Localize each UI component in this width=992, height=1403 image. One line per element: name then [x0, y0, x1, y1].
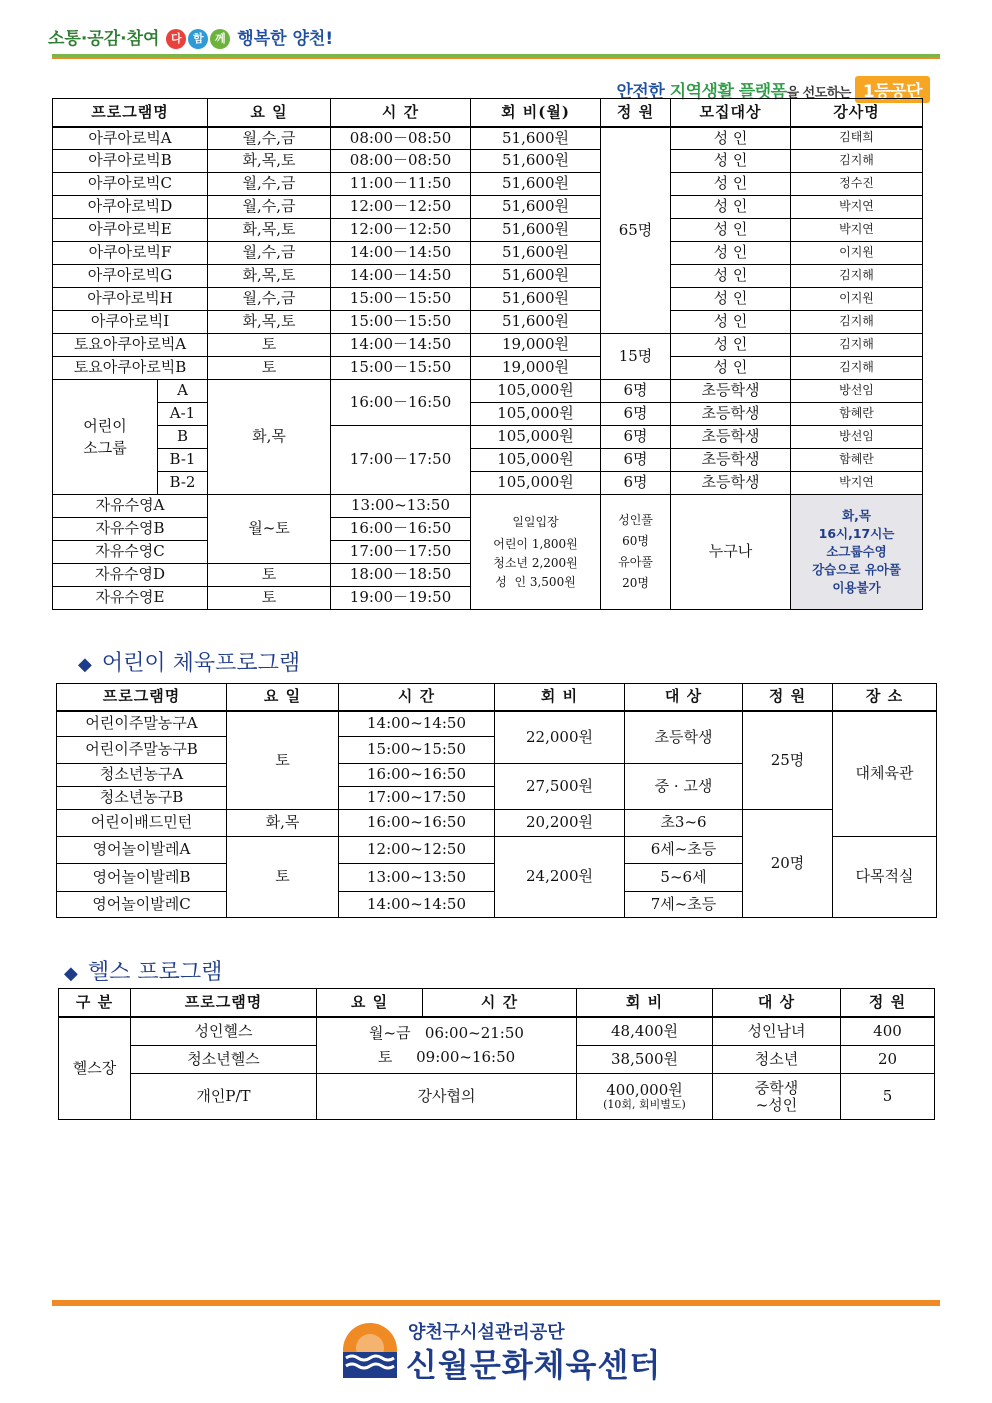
- program-teacher: 김지해: [791, 311, 923, 334]
- kids-target: 초등학생: [671, 426, 791, 449]
- free-swim-time: 19:00－19:50: [331, 587, 471, 610]
- program-target: 성 인: [671, 242, 791, 265]
- col-header: 대 상: [713, 989, 841, 1017]
- program-name: 토요아쿠아로빅B: [53, 357, 208, 380]
- table-row: [53, 127, 923, 150]
- col-header: 요 일: [317, 989, 423, 1017]
- table-row: [59, 1074, 935, 1120]
- col-header: 정 원: [743, 684, 833, 711]
- kids-target: 초등학생: [671, 449, 791, 472]
- program-name: 토요아쿠아로빅A: [53, 334, 208, 357]
- program-target: 성 인: [671, 357, 791, 380]
- program-teacher: 박지연: [791, 196, 923, 219]
- program-day: 월,수,금: [208, 196, 331, 219]
- kids-target: 초등학생: [671, 403, 791, 426]
- program-time: 11:00－11:50: [331, 173, 471, 196]
- program-name: 개인P/T: [131, 1074, 317, 1120]
- program-teacher: 김지해: [791, 265, 923, 288]
- kids-teacher: 박지연: [791, 472, 923, 495]
- slogan-badge-3: 께: [210, 29, 230, 49]
- program-day: 토: [208, 334, 331, 357]
- program-capacity: 20명: [743, 810, 833, 918]
- program-target: 5~6세: [625, 864, 743, 892]
- header-slogan: [48, 24, 333, 49]
- note-line: 16시,17시는: [818, 525, 895, 541]
- program-day: 월,수,금: [208, 173, 331, 196]
- kids-capacity: 6명: [601, 449, 671, 472]
- program-fee: 20,200원: [495, 810, 625, 837]
- program-name: 아쿠아로빅B: [53, 150, 208, 173]
- free-cap-line: 20명: [622, 576, 649, 590]
- table-row: [53, 196, 923, 219]
- program-place: 다목적실: [833, 837, 937, 918]
- free-swim-name: 자유수영B: [53, 518, 208, 541]
- program-day: 토: [227, 711, 339, 810]
- free-swim-name: 자유수영C: [53, 541, 208, 564]
- program-fee: 51,600원: [471, 219, 601, 242]
- free-fee-line: 성 인 3,500원: [495, 574, 576, 589]
- program-teacher: 김지해: [791, 357, 923, 380]
- col-header: 강사명: [791, 99, 923, 127]
- table-row: [53, 173, 923, 196]
- program-fee: 19,000원: [471, 357, 601, 380]
- program-name: 아쿠아로빅I: [53, 311, 208, 334]
- program-teacher: 이지원: [791, 242, 923, 265]
- program-teacher: 정수진: [791, 173, 923, 196]
- free-fee-line: 일일입장: [512, 514, 559, 529]
- program-target: 중학생 ~성인: [713, 1074, 841, 1120]
- program-target: 성인남녀: [713, 1017, 841, 1046]
- program-target: 성 인: [671, 173, 791, 196]
- free-swim-time: 18:00－18:50: [331, 564, 471, 587]
- program-target: 성 인: [671, 265, 791, 288]
- col-header: 시 간: [339, 684, 495, 711]
- table-row: [53, 403, 923, 426]
- kids-sub-name: B: [158, 426, 208, 449]
- table-row: [53, 242, 923, 265]
- free-fee-line: 어린이 1,800원: [493, 537, 578, 552]
- sun-wave-logo-icon: [342, 1322, 398, 1378]
- table-row: [53, 449, 923, 472]
- kids-day: 화,목: [208, 380, 331, 495]
- table-row: [53, 288, 923, 311]
- program-name: 영어놀이발레A: [57, 837, 227, 864]
- program-name: 영어놀이발레B: [57, 864, 227, 892]
- kids-sports-header-row: [57, 684, 937, 711]
- program-fee: 24,200원: [495, 837, 625, 918]
- kids-teacher: 방선임: [791, 426, 923, 449]
- program-name: 아쿠아로빅E: [53, 219, 208, 242]
- free-fee-line: 청소년 2,200원: [493, 556, 578, 570]
- program-target: 성 인: [671, 288, 791, 311]
- program-time: 14:00－14:50: [331, 334, 471, 357]
- program-time: 15:00~15:50: [339, 737, 495, 764]
- program-fee: 27,500원: [495, 764, 625, 810]
- kids-teacher: 함혜란: [791, 403, 923, 426]
- health-schedule: [317, 1017, 577, 1074]
- program-fee: 51,600원: [471, 150, 601, 173]
- tagline-a: 안전한: [616, 82, 670, 102]
- program-day: 월,수,금: [208, 242, 331, 265]
- program-time: 12:00~12:50: [339, 837, 495, 864]
- program-capacity: 400: [841, 1017, 935, 1046]
- program-name: 청소년농구B: [57, 787, 227, 810]
- note-line: 이용불가: [832, 580, 881, 596]
- program-day: 화,목,토: [208, 150, 331, 173]
- col-header: 정 원: [841, 989, 935, 1017]
- free-swim-time: 13:00~13:50: [331, 495, 471, 518]
- col-header: 시 간: [423, 989, 577, 1017]
- program-time: 08:00－08:50: [331, 150, 471, 173]
- section-title-text: 어린이 체육프로그램: [101, 651, 301, 676]
- col-header: 장 소: [833, 684, 937, 711]
- free-swim-fee: [471, 495, 601, 610]
- slogan-badge-1: 다: [166, 29, 186, 49]
- program-target: 성 인: [671, 150, 791, 173]
- program-day: 화,목: [227, 810, 339, 837]
- table-row: [53, 357, 923, 380]
- section-title-health: [64, 955, 222, 986]
- table-row: [53, 150, 923, 173]
- slogan-part1: 소통·공감·참여: [48, 29, 160, 49]
- free-swim-day: 토: [208, 587, 331, 610]
- program-target: 성 인: [671, 127, 791, 150]
- program-teacher: 박지연: [791, 219, 923, 242]
- program-teacher: 김지해: [791, 334, 923, 357]
- program-fee: 51,600원: [471, 196, 601, 219]
- program-fee: 51,600원: [471, 173, 601, 196]
- program-teacher: 이지원: [791, 288, 923, 311]
- schedule-line: 월~금 06:00~21:50: [369, 1024, 524, 1043]
- program-name: 청소년헬스: [131, 1046, 317, 1074]
- program-name: 어린이배드민턴: [57, 810, 227, 837]
- kids-fee: 105,000원: [471, 449, 601, 472]
- program-schedule: 강사협의: [317, 1074, 577, 1120]
- col-header: 시 간: [331, 99, 471, 127]
- program-time: 12:00－12:50: [331, 196, 471, 219]
- program-day: 월,수,금: [208, 288, 331, 311]
- free-swim-capacity: [601, 495, 671, 610]
- schedule-line: 토 09:00~16:50: [377, 1048, 516, 1067]
- diamond-icon: ◆: [78, 654, 92, 675]
- col-header: 프로그램명: [131, 989, 317, 1017]
- free-cap-line: 60명: [622, 534, 649, 548]
- health-header-row: [59, 989, 935, 1017]
- program-time: 08:00－08:50: [331, 127, 471, 150]
- program-day: 화,목,토: [208, 311, 331, 334]
- header-rule-orange: [52, 57, 940, 59]
- program-time: 14:00－14:50: [331, 265, 471, 288]
- swim-program-table: [52, 98, 923, 610]
- program-name: 아쿠아로빅H: [53, 288, 208, 311]
- free-swim-name: 자유수영E: [53, 587, 208, 610]
- col-header: 회 비: [495, 684, 625, 711]
- col-header: 대 상: [625, 684, 743, 711]
- note-line: 소그룹수영: [826, 543, 887, 559]
- kids-fee: 105,000원: [471, 426, 601, 449]
- program-fee: 51,600원: [471, 311, 601, 334]
- program-time: 15:00－15:50: [331, 311, 471, 334]
- free-swim-time: 16:00－16:50: [331, 518, 471, 541]
- kids-sub-name: A-1: [158, 403, 208, 426]
- program-capacity: 15명: [601, 334, 671, 380]
- free-swim-name: 자유수영D: [53, 564, 208, 587]
- program-name: 성인헬스: [131, 1017, 317, 1046]
- kids-target: 초등학생: [671, 380, 791, 403]
- health-program-table: [58, 988, 935, 1120]
- table-row: [53, 311, 923, 334]
- col-header: 모집대상: [671, 99, 791, 127]
- program-target: 성 인: [671, 196, 791, 219]
- free-cap-line: 성인풀: [618, 513, 653, 527]
- program-time: 16:00~16:50: [339, 810, 495, 837]
- col-header: 프로그램명: [53, 99, 208, 127]
- kids-capacity: 6명: [601, 380, 671, 403]
- kids-fee: 105,000원: [471, 472, 601, 495]
- program-fee: 51,600원: [471, 288, 601, 311]
- program-capacity: 65명: [601, 127, 671, 334]
- program-fee: 19,000원: [471, 334, 601, 357]
- col-header: 정 원: [601, 99, 671, 127]
- program-day: 월,수,금: [208, 127, 331, 150]
- program-teacher: 김지해: [791, 150, 923, 173]
- program-name: 아쿠아로빅F: [53, 242, 208, 265]
- table-row: [53, 265, 923, 288]
- program-fee: 51,600원: [471, 242, 601, 265]
- kids-time: 17:00－17:50: [331, 426, 471, 495]
- program-target: 청소년: [713, 1046, 841, 1074]
- kids-target: 초등학생: [671, 472, 791, 495]
- table-row: [57, 711, 937, 737]
- program-capacity: 20: [841, 1046, 935, 1074]
- table-row: [53, 472, 923, 495]
- col-header: 프로그램명: [57, 684, 227, 711]
- kids-teacher: 방선임: [791, 380, 923, 403]
- program-target: 6세~초등: [625, 837, 743, 864]
- program-teacher: 김태희: [791, 127, 923, 150]
- program-day: 토: [208, 357, 331, 380]
- kids-fee: 105,000원: [471, 403, 601, 426]
- kids-time: 16:00－16:50: [331, 380, 471, 426]
- program-target: 중 · 고생: [625, 764, 743, 810]
- free-cap-line: 유아풀: [618, 555, 653, 569]
- kids-capacity: 6명: [601, 403, 671, 426]
- program-time: 15:00－15:50: [331, 357, 471, 380]
- program-fee-cell: [577, 1074, 713, 1120]
- note-line: 화,목: [842, 507, 871, 523]
- table-row: [53, 219, 923, 242]
- footer-org-name: 양천구시설관리공단: [408, 1322, 565, 1343]
- program-time: 15:00－15:50: [331, 288, 471, 311]
- program-name: 어린이주말농구B: [57, 737, 227, 764]
- free-swim-name: 자유수영A: [53, 495, 208, 518]
- program-target: 성 인: [671, 219, 791, 242]
- section-title-kids-sports: [78, 646, 300, 677]
- footer-center-name: 신월문화체육센터: [406, 1346, 662, 1384]
- table-row: [53, 426, 923, 449]
- swim-header-row: [53, 99, 923, 127]
- free-swim-time: 17:00－17:50: [331, 541, 471, 564]
- program-time: 14:00－14:50: [331, 242, 471, 265]
- col-header: 요 일: [227, 684, 339, 711]
- section-title-text: 헬스 프로그램: [87, 960, 223, 985]
- program-target: 초3~6: [625, 810, 743, 837]
- free-swim-day: 토: [208, 564, 331, 587]
- program-name: 어린이주말농구A: [57, 711, 227, 737]
- program-name: 아쿠아로빅A: [53, 127, 208, 150]
- program-fee: 38,500원: [577, 1046, 713, 1074]
- program-name: 아쿠아로빅D: [53, 196, 208, 219]
- program-day: 화,목,토: [208, 219, 331, 242]
- program-target: 초등학생: [625, 711, 743, 764]
- program-fee-note: (10회, 회비별도): [603, 1097, 686, 1111]
- program-name: 청소년농구A: [57, 764, 227, 787]
- program-day: 토: [227, 837, 339, 918]
- col-header: 회 비: [577, 989, 713, 1017]
- program-target: 성 인: [671, 334, 791, 357]
- program-name: 영어놀이발레C: [57, 892, 227, 918]
- table-row: [53, 495, 923, 518]
- program-name: 아쿠아로빅C: [53, 173, 208, 196]
- program-name: 아쿠아로빅G: [53, 265, 208, 288]
- program-target: 성 인: [671, 311, 791, 334]
- program-time: 13:00~13:50: [339, 864, 495, 892]
- table-row: [59, 1017, 935, 1046]
- program-time: 16:00~16:50: [339, 764, 495, 787]
- footer-rule: [52, 1300, 940, 1306]
- diamond-icon: ◆: [64, 963, 78, 984]
- program-fee: 22,000원: [495, 711, 625, 764]
- program-fee: 51,600원: [471, 127, 601, 150]
- program-fee: 400,000원: [606, 1080, 683, 1099]
- program-time: 17:00~17:50: [339, 787, 495, 810]
- free-swim-target: 누구나: [671, 495, 791, 610]
- col-header: 회 비(월): [471, 99, 601, 127]
- slogan-badge-2: 함: [188, 29, 208, 49]
- table-row: [57, 810, 937, 837]
- program-time: 14:00~14:50: [339, 711, 495, 737]
- free-swim-note: [791, 495, 923, 610]
- table-row: [53, 334, 923, 357]
- kids-sub-name: B-1: [158, 449, 208, 472]
- kids-sports-table: [56, 683, 937, 918]
- col-header: 구 분: [59, 989, 131, 1017]
- kids-fee: 105,000원: [471, 380, 601, 403]
- kids-sub-name: A: [158, 380, 208, 403]
- col-header: 요 일: [208, 99, 331, 127]
- program-day: 화,목,토: [208, 265, 331, 288]
- tagline-c: 을 선도하는: [786, 86, 851, 101]
- tagline-d: 1등공단: [855, 76, 930, 103]
- tagline-b: 지역생활 플랫폼: [669, 82, 787, 102]
- program-place: 대체육관: [833, 711, 937, 837]
- program-time: 12:00－12:50: [331, 219, 471, 242]
- program-fee: 51,600원: [471, 265, 601, 288]
- kids-teacher: 함혜란: [791, 449, 923, 472]
- slogan-part2: 행복한 양천!: [237, 29, 334, 49]
- program-capacity: 25명: [743, 711, 833, 810]
- program-capacity: 5: [841, 1074, 935, 1120]
- health-category: 헬스장: [59, 1017, 131, 1120]
- kids-sub-name: B-2: [158, 472, 208, 495]
- program-target: 7세~초등: [625, 892, 743, 918]
- program-fee: 48,400원: [577, 1017, 713, 1046]
- free-swim-day: 월~토: [208, 495, 331, 564]
- kids-group-label: 어린이 소그룹: [53, 380, 158, 495]
- kids-capacity: 6명: [601, 472, 671, 495]
- note-line: 강습으로 유아풀: [812, 562, 901, 578]
- program-time: 14:00~14:50: [339, 892, 495, 918]
- table-row: [53, 380, 923, 403]
- kids-capacity: 6명: [601, 426, 671, 449]
